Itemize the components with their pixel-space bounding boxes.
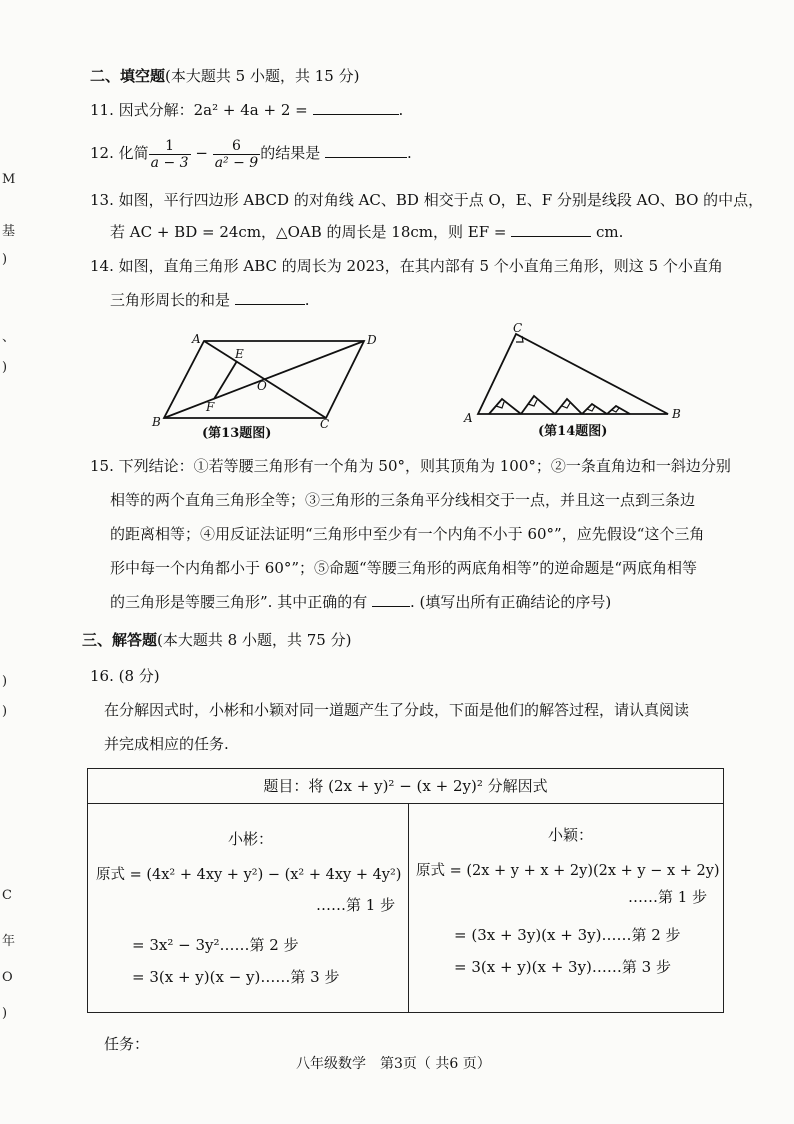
margin-mark: ) <box>2 704 8 719</box>
label-a: A <box>464 411 473 425</box>
q12-prefix: 化简 <box>118 144 149 162</box>
xiaoying-name: 小颖： <box>548 826 594 844</box>
xiaobin-step-2: = 3x² − 3y²……第 2 步 <box>132 936 299 954</box>
margin-mark: ) <box>2 360 8 375</box>
q12-frac2-numerator: 6 <box>213 138 261 155</box>
xiaobin-step-1: 原式 = (4x² + 4xy + y²) − (x² + 4xy + 4y²) <box>96 867 402 883</box>
question-15-line5 <box>110 592 611 612</box>
q12-answer-blank[interactable] <box>325 143 407 158</box>
question-13-line2 <box>110 222 623 242</box>
q12-frac2-denominator: a² − 9 <box>214 154 259 171</box>
xiaobin-step-3: = 3(x + y)(x − y)……第 3 步 <box>132 968 340 986</box>
q13-number: 13. <box>90 191 114 209</box>
q11-answer-blank[interactable] <box>313 100 399 115</box>
margin-mark: M <box>2 172 16 187</box>
margin-mark: 基 <box>2 224 16 239</box>
section3-note: (本大题共 8 小题，共 75 分) <box>157 631 352 649</box>
q14-text-1: 如图，直角三角形 ABC 的周长为 2023，在其内部有 5 个小直角三角形，则这 5 个小直角 <box>118 257 723 275</box>
question-15-line1 <box>90 456 731 476</box>
question-11 <box>90 100 403 120</box>
q12-frac1-numerator: 1 <box>149 138 191 155</box>
q15-text-4: 形中每一个内角都小于 60°”；⑤命题“等腰三角形的两底角相等”的逆命题是“两底角相等 <box>110 559 698 577</box>
q13-unit: cm. <box>596 223 624 241</box>
label-b: B <box>672 407 681 421</box>
margin-mark: C <box>2 888 12 903</box>
figure-13-parallelogram <box>148 330 388 430</box>
margin-mark: O <box>2 970 13 985</box>
small-triangle-1 <box>489 399 521 414</box>
q12-minus: − <box>195 144 208 162</box>
table-title: 题目：将 (2x + y)² − (x + 2y)² 分解因式 <box>263 777 548 795</box>
q12-frac1-denominator: a − 3 <box>150 154 189 171</box>
q16-intro-2: 并完成相应的任务. <box>104 735 229 753</box>
q11-text: 因式分解：2a² + 4a + 2 = <box>118 101 308 119</box>
q11-end: . <box>398 101 404 119</box>
label-d: D <box>367 333 377 347</box>
figure-14-right-triangle <box>458 320 688 425</box>
section2-heading <box>90 66 359 86</box>
segment-ef <box>214 361 237 399</box>
label-a: A <box>192 332 201 346</box>
xiaoying-step-1: 原式 = (2x + y + x + 2y)(2x + y − x + 2y) <box>416 863 720 879</box>
question-13-line1 <box>90 190 763 210</box>
q14-answer-blank[interactable] <box>235 290 305 305</box>
q12-fraction-2 <box>213 138 261 171</box>
figure-13-caption: (第13题图) <box>202 426 272 441</box>
xiaobin-name: 小彬： <box>228 830 274 848</box>
q14-number: 14. <box>90 257 114 275</box>
label-b: B <box>152 415 161 429</box>
q15-text-1: 下列结论：①若等腰三角形有一个角为 50°，则其顶角为 100°；②一条直角边和一斜边分别 <box>118 457 731 475</box>
label-f: F <box>206 400 215 414</box>
xiaoying-step-2: = (3x + 3y)(x + 3y)……第 2 步 <box>454 926 681 944</box>
q15-text-3: 的距离相等；④用反证法证明“三角形中至少有一个内角不小于 60°”，应先假设“这个三角 <box>110 525 705 543</box>
figure-14-caption: (第14题图) <box>538 424 608 439</box>
question-14-line2 <box>110 290 310 310</box>
q12-number: 12. <box>90 144 114 162</box>
q16-number: 16. <box>90 667 114 685</box>
table-divider <box>408 803 409 1012</box>
margin-mark: 、 <box>2 330 16 345</box>
q12-end: . <box>406 144 412 162</box>
xiaoying-step-3: = 3(x + y)(x + 3y)……第 3 步 <box>454 958 671 976</box>
small-triangle-5 <box>607 406 630 414</box>
q14-end: . <box>304 291 310 309</box>
right-angle-mark-c <box>516 336 523 342</box>
section2-note: (本大题共 5 小题，共 15 分) <box>165 67 360 85</box>
question-14-line1 <box>90 256 723 276</box>
small-triangle-2 <box>521 396 555 414</box>
xiaobin-step-1-tag: ……第 1 步 <box>316 896 396 914</box>
q12-fraction-1 <box>149 138 191 171</box>
question-12 <box>90 134 412 172</box>
margin-mark: 年 <box>2 934 16 949</box>
q15-text-5a: 的三角形是等腰三角形”. 其中正确的有 <box>110 593 368 611</box>
label-o: O <box>257 379 267 393</box>
small-triangle-4 <box>582 404 607 414</box>
margin-mark: ) <box>2 252 8 267</box>
label-c: C <box>320 417 330 430</box>
margin-mark: ) <box>2 674 8 689</box>
task-label: 任务： <box>104 1035 150 1053</box>
xiaoying-step-1-tag: ……第 1 步 <box>628 888 708 906</box>
question-16-header <box>90 666 160 686</box>
q13-text-1: 如图，平行四边形 ABCD 的对角线 AC、BD 相交于点 O，E、F 分别是线段 AO、BO 的中点， <box>118 191 764 209</box>
q15-number: 15. <box>90 457 114 475</box>
section3-title: 三、解答题 <box>82 631 158 649</box>
q15-text-2: 相等的两个直角三角形全等；③三角形的三条角平分线相交于一点，并且这一点到三条边 <box>110 491 696 509</box>
q13-answer-blank[interactable] <box>511 222 591 237</box>
q11-number: 11. <box>90 101 114 119</box>
margin-mark: ) <box>2 1006 8 1021</box>
label-c: C <box>513 321 523 335</box>
section2-title: 二、填空题 <box>90 67 166 85</box>
section3-heading <box>82 630 351 650</box>
q14-text-2: 三角形周长的和是 <box>110 291 231 309</box>
q16-intro-1: 在分解因式时，小彬和小颖对同一道题产生了分歧，下面是他们的解答过程，请认真阅读 <box>104 701 690 719</box>
page-footer: 八年级数学 第3页（ 共6 页） <box>296 1056 491 1072</box>
q15-answer-blank[interactable] <box>372 592 410 607</box>
q15-text-5b: . (填写出所有正确结论的序号) <box>410 593 612 611</box>
q12-suffix: 的结果是 <box>260 144 321 162</box>
solution-comparison-table <box>87 768 724 1013</box>
q16-score: (8 分) <box>118 667 160 685</box>
table-header <box>88 769 723 804</box>
q13-text-2: 若 AC + BD = 24cm，△OAB 的周长是 18cm，则 EF = <box>110 223 507 241</box>
label-e: E <box>235 347 244 361</box>
